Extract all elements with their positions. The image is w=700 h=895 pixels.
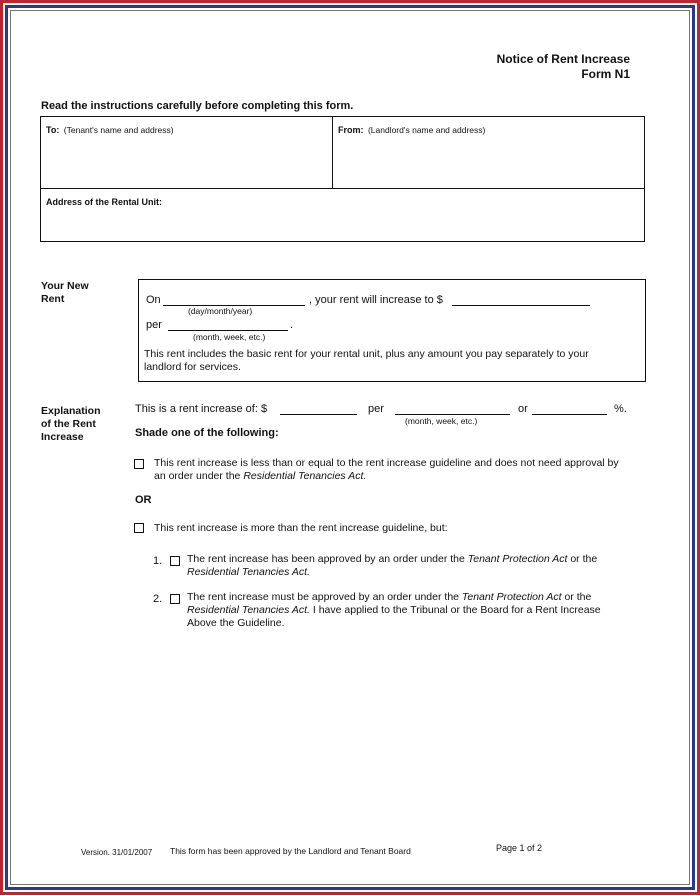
- period-end: .: [290, 319, 294, 331]
- increase-amount-field[interactable]: [280, 414, 357, 415]
- increase-period-field[interactable]: [395, 414, 510, 415]
- sub2-number: 2.: [153, 593, 163, 605]
- sub2-line-1-post: or the: [561, 591, 592, 603]
- approved-by-order-checkbox[interactable]: [170, 556, 180, 566]
- date-hint: (day/month/year): [188, 306, 253, 316]
- rent-includes-line-1: This rent includes the basic rent for your rental unit, plus any amount you pay separately to your: [144, 348, 589, 360]
- sub2-line-1-pre: The rent increase must be approved by an order under the: [187, 591, 462, 603]
- increase-text: , your rent will increase to $: [309, 294, 443, 306]
- rent-includes-text: [144, 348, 640, 374]
- explanation-label-1: Explanation: [41, 405, 101, 417]
- option-above-guideline-text: This rent increase is more than the rent increase guideline, but:: [154, 522, 448, 534]
- sub2-tpa: Tenant Protection Act: [461, 591, 562, 603]
- option1-line-2: [154, 470, 644, 483]
- explanation-period-hint: (month, week, etc.): [405, 416, 478, 426]
- shade-instruction: Shade one of the following:: [135, 427, 279, 439]
- per-label: per: [146, 319, 162, 331]
- explanation-per-label: per: [368, 403, 384, 415]
- tenant-field[interactable]: [46, 120, 326, 184]
- explanation-label-3: Increase: [41, 431, 84, 443]
- percent-sign: %.: [614, 403, 627, 415]
- instructions-text: Read the instructions carefully before completing this form.: [41, 100, 354, 112]
- approval-text: This form has been approved by the Landlord and Tenant Board: [170, 846, 411, 856]
- option-above-guideline-checkbox[interactable]: [134, 523, 144, 533]
- sub1-line-1-pre: The rent increase has been approved by an order under the: [187, 553, 468, 565]
- new-rent-label-2: Rent: [41, 293, 65, 305]
- sub2-line-3: Above the Guideline.: [187, 617, 285, 629]
- version-text: Version. 31/01/2007: [81, 848, 153, 857]
- to-hint: (Tenant's name and address): [63, 125, 174, 135]
- rent-includes-line-2: landlord for services.: [144, 361, 241, 373]
- explanation-section-label: [41, 405, 101, 444]
- sub1-rta: Residential Tenancies Act.: [187, 566, 310, 578]
- sub1-line-1-post: or the: [567, 553, 598, 565]
- sub2-line-2-post: I have applied to the Tribunal or the Board for a Rent Increase: [309, 604, 601, 616]
- to-label: To:: [46, 125, 60, 135]
- form-number: Form N1: [581, 67, 630, 81]
- must-be-approved-checkbox[interactable]: [170, 594, 180, 604]
- increase-percent-field[interactable]: [532, 414, 607, 415]
- new-rent-label-1: Your New: [41, 280, 89, 292]
- from-hint: (Landlord's name and address): [367, 125, 486, 135]
- option1-line-2-text: an order under the: [154, 470, 244, 482]
- sub2-rta: Residential Tenancies Act.: [187, 604, 310, 616]
- parties-divider: [332, 116, 333, 189]
- rental-unit-address-field[interactable]: [46, 192, 636, 238]
- sub1-line-1: [187, 553, 637, 566]
- increase-of-label: This is a rent increase of: $: [135, 403, 268, 415]
- sub2-line-1: [187, 591, 637, 604]
- on-label: On: [146, 294, 161, 306]
- form-title: Notice of Rent Increase: [496, 52, 630, 66]
- page-number: Page 1 of 2: [496, 843, 543, 853]
- period-hint: (month, week, etc.): [193, 332, 266, 342]
- option-within-guideline-checkbox[interactable]: [134, 459, 144, 469]
- approved-by-order-text: [187, 553, 637, 579]
- landlord-field[interactable]: [338, 120, 638, 184]
- or-divider: OR: [135, 494, 152, 506]
- new-rent-amount-field[interactable]: [452, 305, 590, 306]
- new-rent-section-label: [41, 280, 89, 306]
- option-within-guideline-text: [154, 457, 644, 483]
- address-label: Address of the Rental Unit:: [46, 197, 163, 207]
- sub2-line-2: [187, 604, 637, 617]
- option1-line-1: This rent increase is less than or equal to the rent increase guideline and does not need approval by: [154, 457, 619, 469]
- from-label: From:: [338, 125, 364, 135]
- or-label: or: [518, 403, 528, 415]
- option1-act: Residential Tenancies Act.: [243, 470, 367, 482]
- sub1-number: 1.: [153, 555, 163, 567]
- sub1-tpa: Tenant Protection Act: [467, 553, 568, 565]
- must-be-approved-text: [187, 591, 637, 630]
- address-divider: [40, 188, 645, 189]
- rent-period-field[interactable]: [168, 330, 288, 331]
- explanation-label-2: of the Rent: [41, 418, 96, 430]
